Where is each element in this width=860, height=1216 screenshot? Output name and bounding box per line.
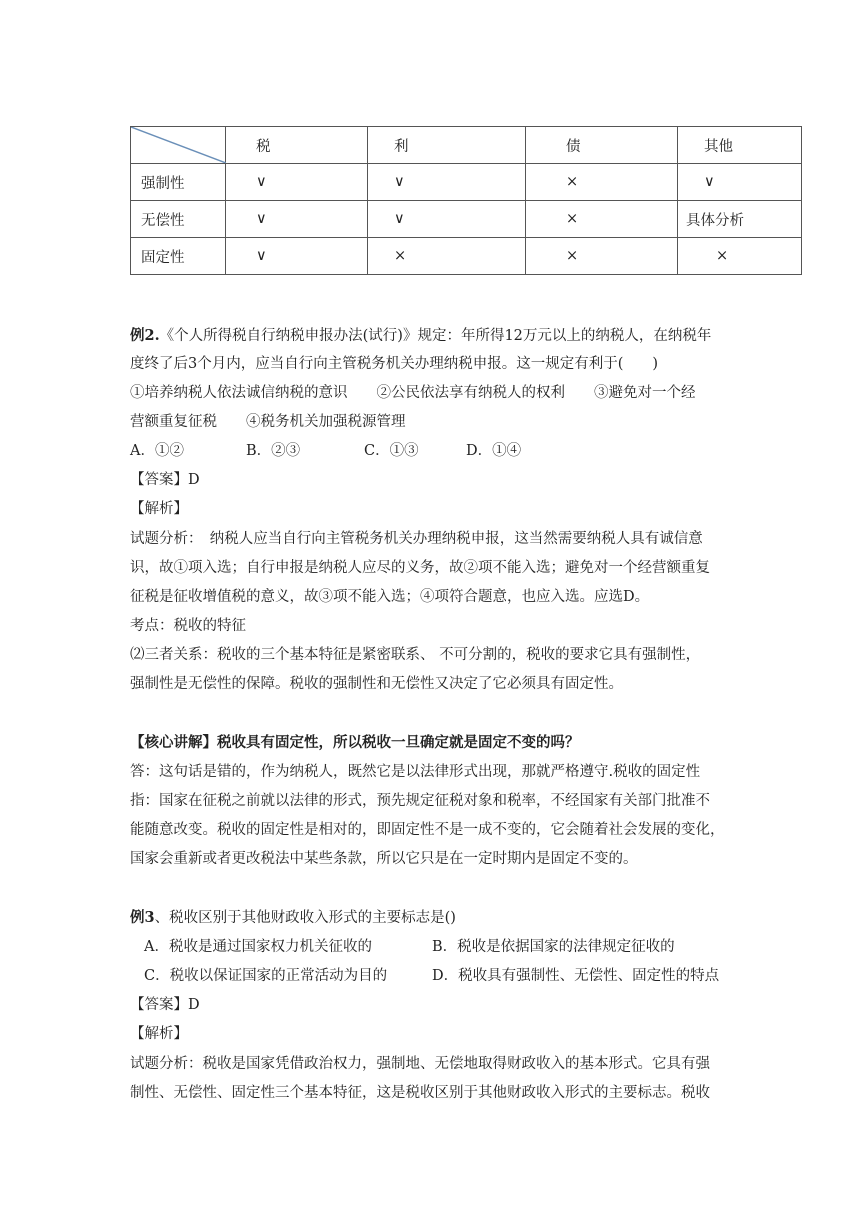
table-cell: 具体分析 [678, 201, 802, 238]
ex3-option-a: A．税收是通过国家权力机关征收的 [144, 939, 372, 955]
row-label: 无偿性 [131, 201, 226, 238]
ex3-analysis-line1: 试题分析：税收是国家凭借政治权力，强制地、无偿地取得财政收入的基本形式。它具有强 [130, 1056, 710, 1072]
table-cell: ∨ [226, 201, 368, 238]
ex2-analysis-line2: 识，故①项入选；自行申报是纳税人应尽的义务，故②项不能入选；避免对一个经营额重复 [130, 560, 710, 576]
ex2-analysis-line3: 征税是征收增值税的意义，故③项不能入选；④项符合题意，也应入选。应选D。 [130, 589, 650, 605]
ex3-answer: 【答案】D [130, 997, 200, 1013]
row-label: 强制性 [131, 164, 226, 201]
table-cell: × [678, 238, 802, 275]
ex2-kaodian: 考点：税收的特征 [130, 618, 246, 634]
ex2-question-line [130, 326, 711, 346]
core-answer-line4: 国家会重新或者更改税法中某些条款，所以它只是在一定时期内是固定不变的。 [130, 851, 638, 867]
ex2-option-d: D．①④ [466, 443, 522, 459]
ex3-text: 、税收区别于其他财政收入形式的主要标志是() [154, 910, 456, 926]
ex3-analysis-line2: 制性、无偿性、固定性三个基本特征，这是税收区别于其他财政收入形式的主要标志。税收 [130, 1085, 710, 1101]
table-cell: ∨ [226, 238, 368, 275]
table-header-cell: 债 [526, 127, 678, 164]
table-header-row [131, 127, 802, 164]
ex2-answer: 【答案】D [130, 472, 200, 488]
table-row [131, 238, 802, 275]
table-corner-cell [131, 127, 226, 164]
row-label: 固定性 [131, 238, 226, 275]
table-header-cell: 其他 [678, 127, 802, 164]
comparison-table [130, 126, 802, 275]
table-cell: ∨ [368, 164, 526, 201]
ex3-question-line [130, 908, 456, 928]
ex3-option-b: B．税收是依据国家的法律规定征收的 [432, 939, 675, 955]
ex3-analysis-title: 【解析】 [130, 1026, 188, 1042]
ex3-label: 例3 [130, 909, 155, 926]
diagonal-line-icon [131, 127, 226, 163]
ex3-option-d: D．税收具有强制性、无偿性、固定性的特点 [432, 968, 720, 984]
ex2-option-c: C．①③ [364, 443, 419, 459]
ex2-option-a: A．①② [130, 443, 184, 459]
ex2-analysis-line1: 试题分析： 纳税人应当自行向主管税务机关办理纳税申报，这当然需要纳税人具有诚信意 [130, 531, 703, 547]
ex2-option-b: B．②③ [246, 443, 301, 459]
table-cell: ∨ [226, 164, 368, 201]
core-title: 【核心讲解】税收具有固定性，所以税收一旦确定就是固定不变的吗？ [130, 734, 580, 751]
ex3-option-c: C．税收以保证国家的正常活动为目的 [144, 968, 388, 984]
relation-line2: 强制性是无偿性的保障。税收的强制性和无偿性又决定了它必须具有固定性。 [130, 676, 623, 692]
ex2-choices-line1: ①培养纳税人依法诚信纳税的意识 ②公民依法享有纳税人的权利 ③避免对一个经 [130, 385, 696, 401]
relation-line1: ⑵三者关系：税收的三个基本特征是紧密联系、 不可分割的，税收的要求它具有强制性， [130, 647, 701, 663]
core-answer-line1: 答：这句话是错的，作为纳税人，既然它是以法律形式出现，那就严格遵守.税收的固定性 [130, 764, 701, 780]
ex2-choices-line2: 营额重复征税 ④税务机关加强税源管理 [130, 414, 406, 430]
table-header-cell: 税 [226, 127, 368, 164]
core-answer-line3: 能随意改变。税收的固定性是相对的，即固定性不是一成不变的，它会随着社会发展的变化， [130, 822, 725, 838]
table-cell: × [526, 238, 678, 275]
table-header-cell: 利 [368, 127, 526, 164]
core-answer-line2: 指：国家在征税之前就以法律的形式，预先规定征税对象和税率，不经国家有关部门批准不 [130, 793, 710, 809]
table-cell: ∨ [678, 164, 802, 201]
table-cell: ∨ [368, 201, 526, 238]
ex2-label: 例2. [130, 327, 160, 344]
ex2-analysis-title: 【解析】 [130, 501, 188, 517]
table-row [131, 164, 802, 201]
table-cell: × [526, 164, 678, 201]
ex2-question-line2: 度终了后3个月内，应当自行向主管税务机关办理纳税申报。这一规定有利于( ) [130, 356, 659, 372]
table-cell: × [526, 201, 678, 238]
ex2-text: 《个人所得税自行纳税申报办法(试行)》规定：年所得12万元以上的纳税人，在纳税年 [159, 328, 712, 344]
table-row [131, 201, 802, 238]
table-cell: × [368, 238, 526, 275]
